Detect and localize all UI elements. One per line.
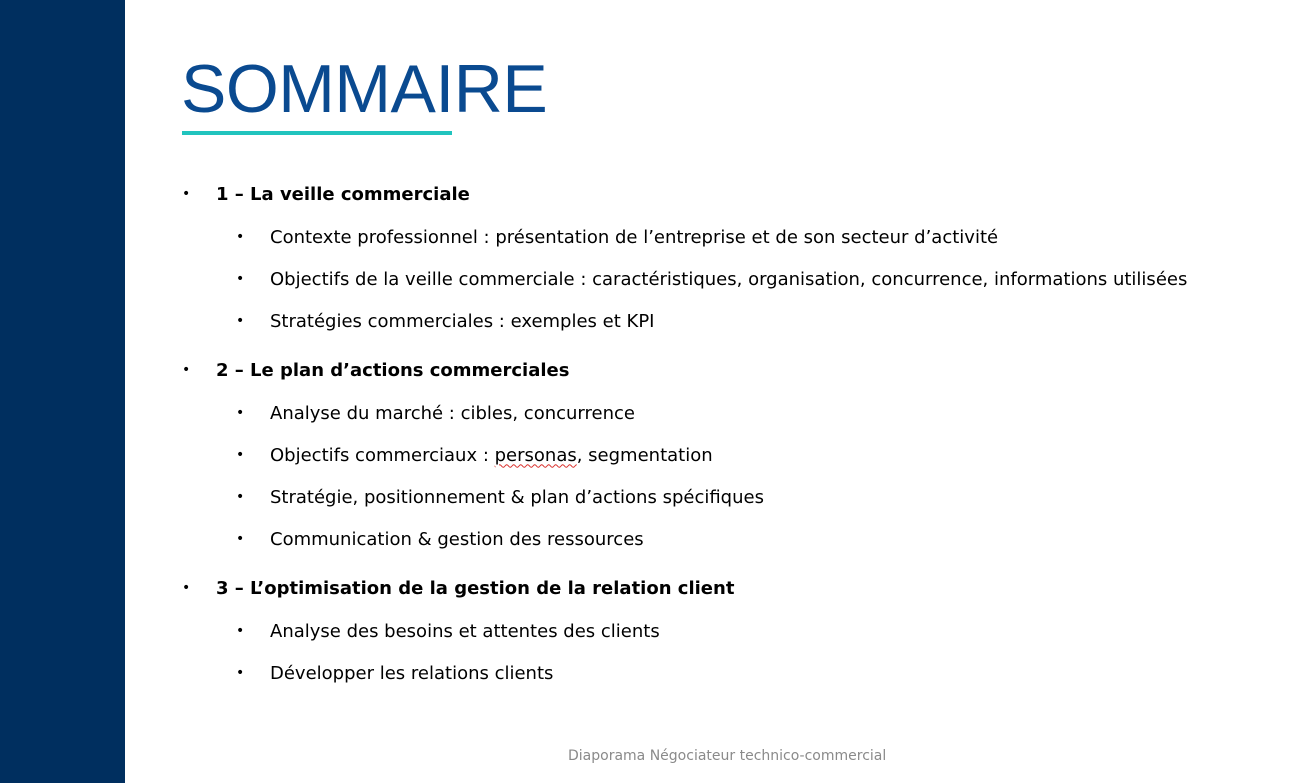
side-band	[0, 0, 125, 783]
list-item-label	[270, 445, 713, 466]
bullet-icon: •	[236, 271, 245, 287]
section-heading-label: 2 – Le plan d’actions commerciales	[216, 359, 570, 381]
list-item-label: Stratégie, positionnement & plan d’actions spécifiques	[270, 486, 764, 508]
list-item-label: Contexte professionnel : présentation de l’entreprise et de son secteur d’activité	[270, 226, 999, 248]
toc-section-3	[182, 566, 1262, 694]
bullet-icon: •	[236, 531, 245, 547]
sub-list	[182, 610, 1262, 694]
list-item	[236, 300, 1262, 342]
section-heading	[182, 348, 1262, 392]
table-of-contents	[182, 172, 1262, 700]
slide-title: SOMMAIRE	[181, 51, 548, 127]
list-item	[236, 434, 1262, 476]
bullet-icon: •	[236, 405, 245, 421]
title-underline	[182, 131, 452, 135]
list-item-label: Analyse des besoins et attentes des clients	[270, 620, 660, 642]
list-item	[236, 518, 1262, 560]
spellcheck-flagged-word[interactable]: personas	[494, 444, 577, 466]
bullet-icon: •	[236, 313, 245, 329]
list-item	[236, 476, 1262, 518]
section-heading	[182, 566, 1262, 610]
list-item-text: , segmentation	[576, 444, 713, 466]
list-item-label: Stratégies commerciales : exemples et KPI	[270, 310, 655, 332]
toc-section-1	[182, 172, 1262, 342]
list-item-label: Développer les relations clients	[270, 662, 554, 684]
bullet-icon: •	[182, 186, 191, 202]
section-heading	[182, 172, 1262, 216]
bullet-icon: •	[236, 229, 245, 245]
list-item	[236, 610, 1262, 652]
bullet-icon: •	[236, 447, 245, 463]
bullet-icon: •	[236, 489, 245, 505]
list-item-label: Analyse du marché : cibles, concurrence	[270, 402, 635, 424]
list-item	[236, 216, 1262, 258]
list-item	[236, 392, 1262, 434]
slide-footer: Diaporama Négociateur technico-commercial	[568, 748, 887, 764]
list-item-label: Objectifs de la veille commerciale : caractéristiques, organisation, concurrence, informations utilisées	[270, 268, 1188, 290]
section-heading-label: 1 – La veille commerciale	[216, 183, 470, 205]
list-item	[236, 652, 1262, 694]
section-heading-label: 3 – L’optimisation de la gestion de la relation client	[216, 577, 735, 599]
list-item-label: Communication & gestion des ressources	[270, 528, 644, 550]
toc-section-2	[182, 348, 1262, 560]
list-item	[236, 258, 1262, 300]
bullet-icon: •	[236, 665, 245, 681]
bullet-icon: •	[182, 362, 191, 378]
list-item-text: Objectifs commerciaux :	[270, 444, 495, 466]
sub-list	[182, 216, 1262, 342]
bullet-icon: •	[236, 623, 245, 639]
bullet-icon: •	[182, 580, 191, 596]
sub-list	[182, 392, 1262, 560]
